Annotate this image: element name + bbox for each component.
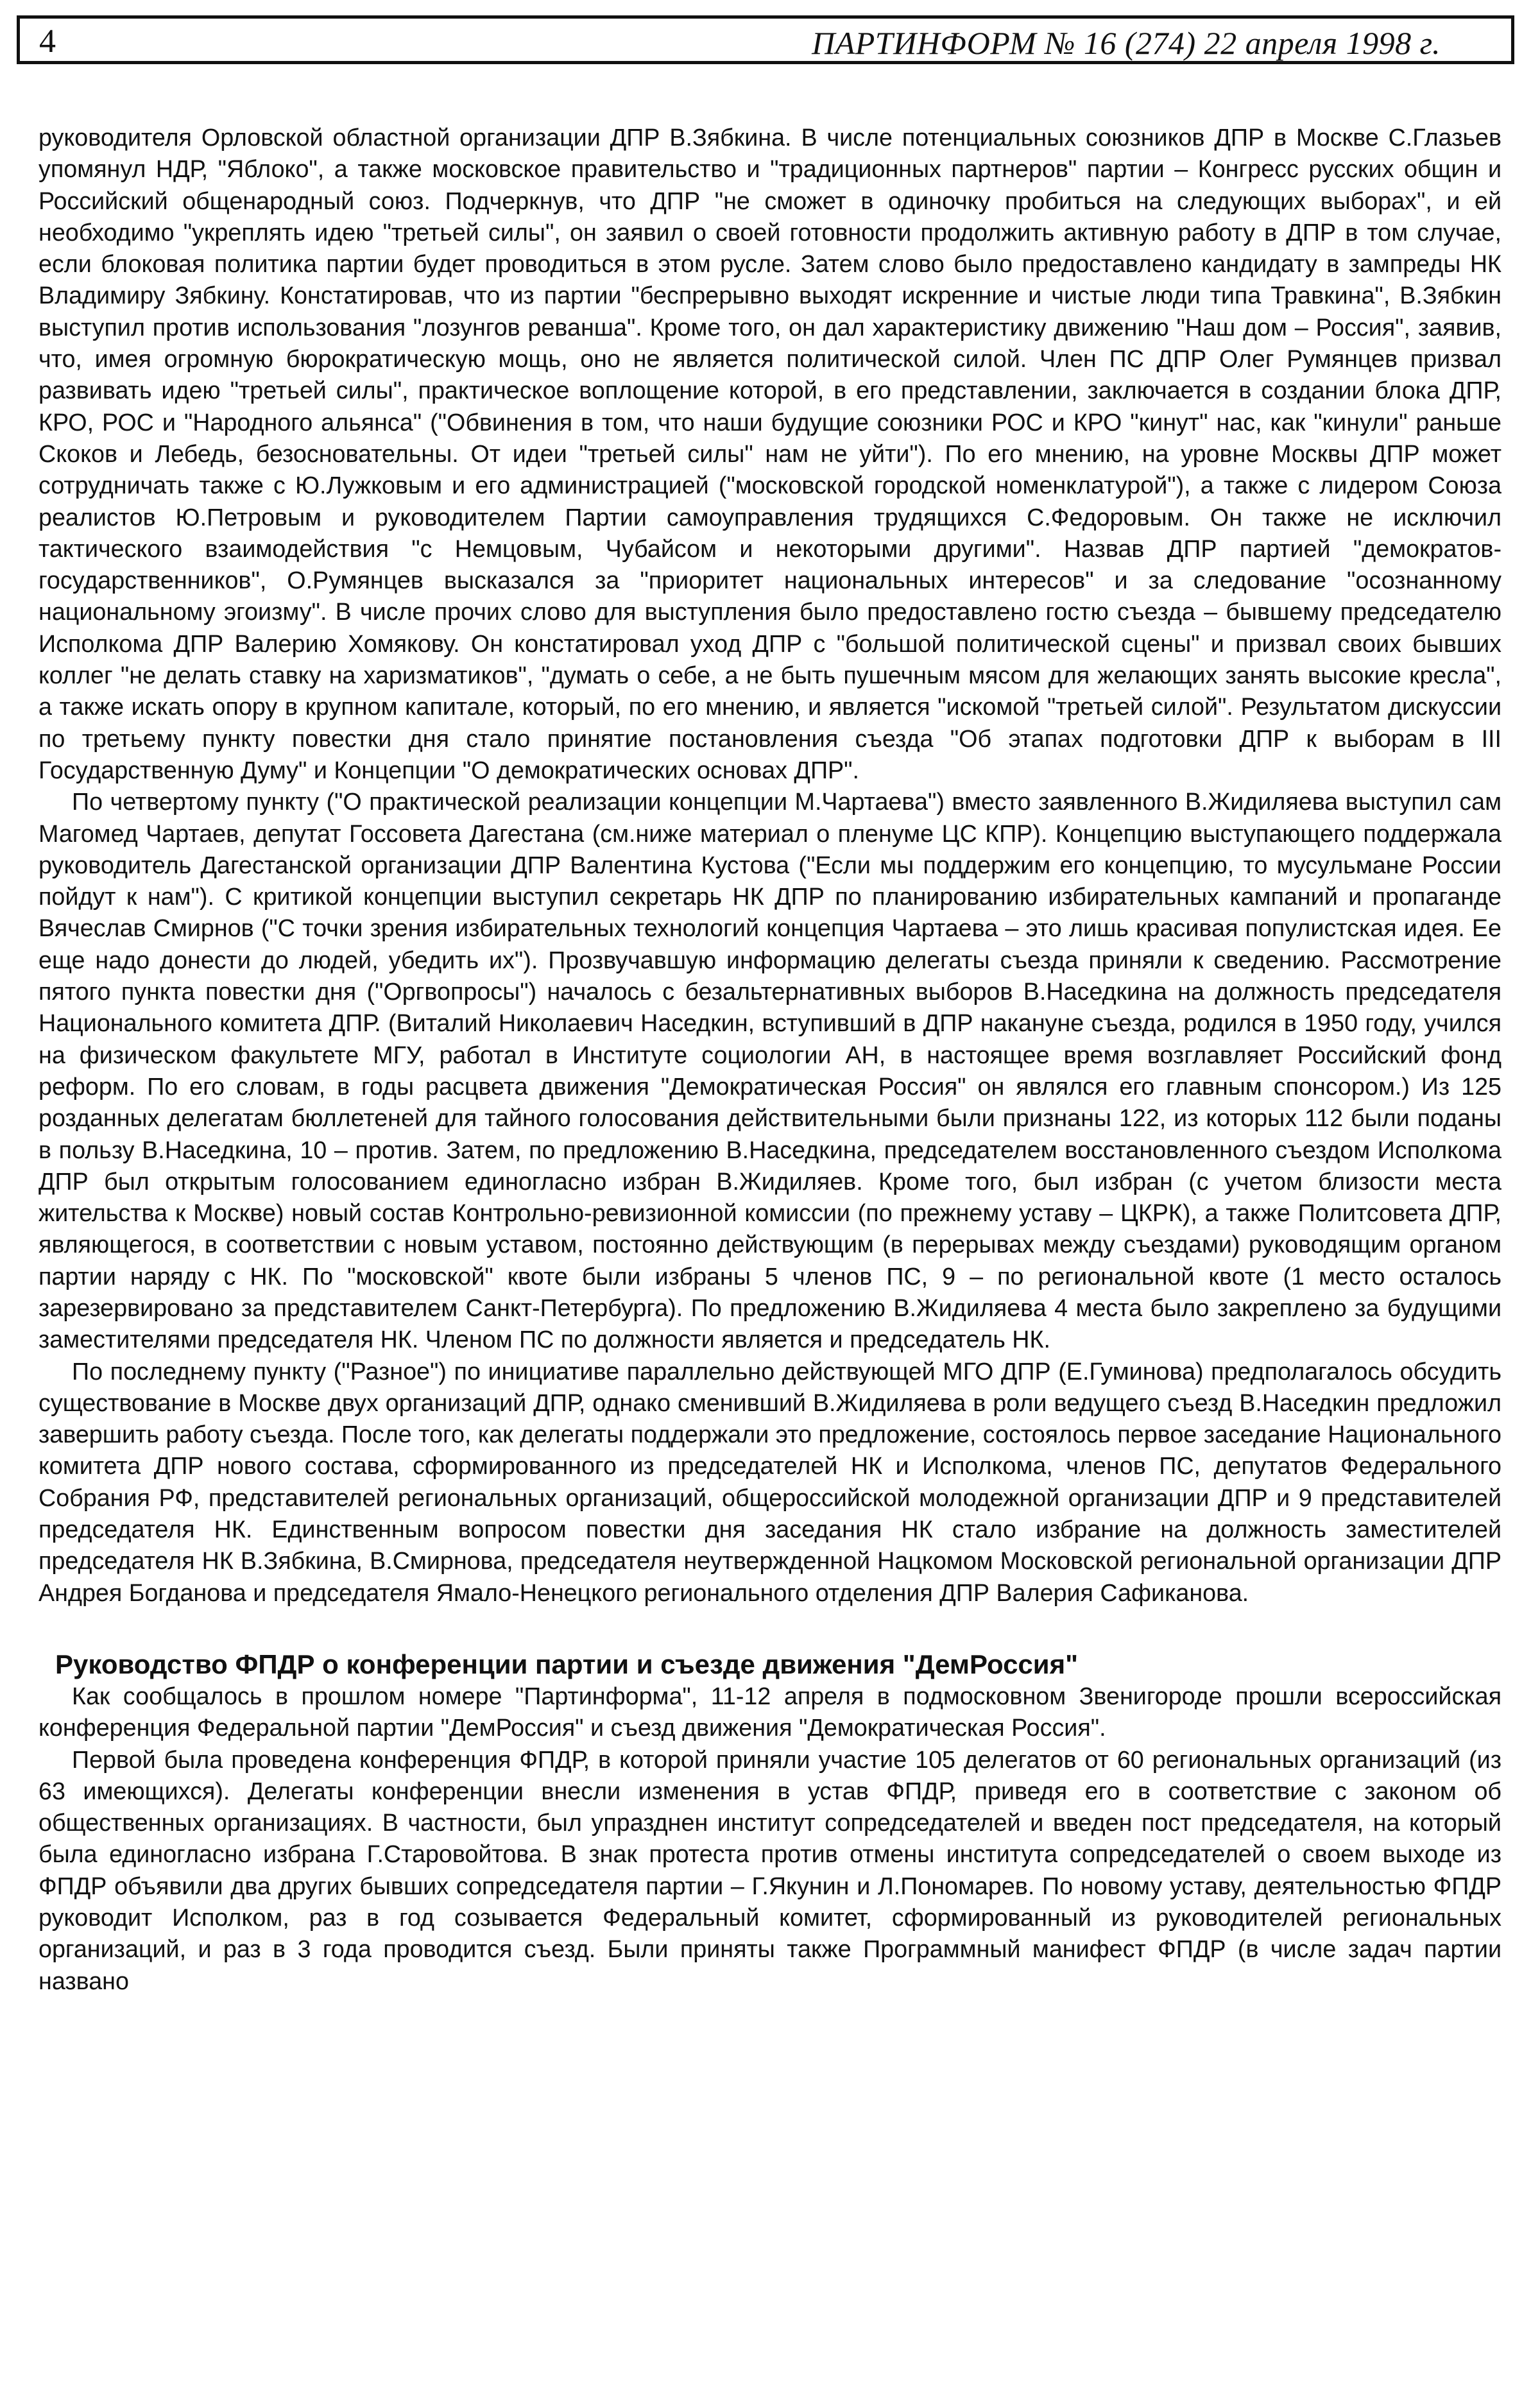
article-paragraph-2: По четвертому пункту ("О практической реализации концепции М.Чартаева") вместо заявленного В.Жидиляева выступил сам Магомед Чартаев, депутат Госсовета Дагестана (см.ниже материал о пленуме ЦС КПР). Концепцию выступающего поддержала руководитель Дагестанской организации ДПР Валентина Кустова ("Если мы поддержим его концепцию, то мусульмане России пойдут к нам"). С критикой концепции выступил секретарь НК ДПР по планированию избирательных кампаний и пропаганде Вячеслав Смирнов ("С точки зрения избирательных технологий концепция Чартаева – это лишь красивая популистская идея. Ее еще надо донести до людей, убедить их"). Прозвучавшую информацию делегаты съезда приняли к сведению. Рассмотрение пятого пункта повестки дня ("Оргвопросы") началось с безальтернативных выборов В.Наседкина на должность председателя Национального комитета ДПР. (Виталий Николаевич Наседкин, вступивший в ДПР накануне съезда, родился в 1950 году, учился на физическом факультете МГУ, работал в Институте социологии АН, в настоящее время возглавляет Российский фонд реформ. По его словам, в годы расцвета движения "Демократическая Россия" он являлся его главным спонсором.) Из 125 розданных делегатам бюллетеней для тайного голосования действительными были признаны 122, из которых 112 были поданы в пользу В.Наседкина, 10 – против. Затем, по предложению В.Наседкина, председателем восстановленного съездом Исполкома ДПР был открытым голосованием единогласно избран В.Жидиляев. Кроме того, был избран (с учетом близости места жительства к Москве) новый состав Контрольно-ревизионной комиссии (по прежнему уставу – ЦКРК), а также Политсовета ДПР, являющегося, в соответствии с новым уставом, постоянно действующим (в перерывах между съездами) руководящим органом партии наряду с НК. По "московской" квоте были избраны 5 членов ПС, 9 – по региональной квоте (1 место осталось зарезервировано за представителем Санкт-Петербурга). По предложению В.Жидиляева 4 места было закреплено за будущими заместителями председателя НК. Членом ПС по должности является и председатель НК.	[38, 788, 1502, 1353]
article-paragraph-1: руководителя Орловской областной организации ДПР В.Зябкина. В числе потенциальных союзников ДПР в Москве С.Глазьев упомянул НДР, "Яблоко", а также московское правительство и "традиционных партнеров" партии – Конгресс русских общин и Российский общенародный союз. Подчеркнув, что ДПР "не сможет в одиночку пробиться на следующих выборах", и ей необходимо "укреплять идею "третьей силы", он заявил о своей готовности продолжить активную работу в ДПР в том случае, если блоковая политика партии будет проводиться в этом русле. Затем слово было предоставлено кандидату в зампреды НК Владимиру Зябкину. Констатировав, что из партии "беспрерывно выходят искренние и чистые люди типа Травкина", В.Зябкин выступил против использования "лозунгов реванша". Кроме того, он дал характеристику движению "Наш дом – Россия", заявив, что, имея огромную бюрократическую мощь, оно не является политической силой. Член ПС ДПР Олег Румянцев призвал развивать идею "третьей силы", практическое воплощение которой, в его представлении, заключается в создании блока ДПР, КРО, РОС и "Народного альянса" ("Обвинения в том, что наши будущие союзники РОС и КРО "кинут" нас, как "кинули" раньше Скоков и Лебедь, безосновательны. От идеи "третьей силы" нам не уйти"). По его мнению, на уровне Москвы ДПР может сотрудничать также с Ю.Лужковым и его администрацией ("московской городской номенклатурой"), а также с лидером Союза реалистов Ю.Петровым и руководителем Партии самоуправления трудящихся С.Федоровым. Он также не исключил тактического взаимодействия "с Немцовым, Чубайсом и некоторыми другими". Назвав ДПР партией "демократов-государственников", О.Румянцев высказался за "приоритет национальных интересов" и за следование "осознанному национальному эгоизму". В числе прочих слово для выступления было предоставлено гостю съезда – бывшему председателю Исполкома ДПР Валерию Хомякову. Он констатировал уход ДПР с "большой политической сцены" и призвал своих бывших коллег "не делать ставку на харизматиков", "думать о себе, а не быть пушечным мясом для желающих занять высокие кресла", а также искать опору в крупном капитале, который, по его мнению, и является "искомой "третьей силой". Результатом дискуссии по третьему пункту повестки дня стало принятие постановления съезда "Об этапах подготовки ДПР к выборам в III Государственную Думу" и Концепции "О демократических основах ДПР".	[38, 124, 1502, 784]
article-body	[38, 122, 1502, 1997]
section-paragraph-2: Первой была проведена конференция ФПДР, в которой приняли участие 105 делегатов от 60 региональных организаций (из 63 имеющихся). Делегаты конференции внесли изменения в устав ФПДР, приведя его в соответствие с законом об общественных организациях. В частности, был упразднен институт сопредседателей и введен пост председателя, на который была единогласно избрана Г.Старовойтова. В знак протеста против отмены института сопредседателей о своем выходе из ФПДР объявили два других бывших сопредседателя партии – Г.Якунин и Л.Пономарев. По новому уставу, деятельностью ФПДР руководит Исполком, раз в год созывается Федеральный комитет, сформированный из руководителей региональных организаций, и раз в 3 года проводится съезд. Были приняты также Программный манифест ФПДР (в числе задач партии названо	[38, 1745, 1502, 1994]
page-number: 4	[39, 23, 56, 60]
section-heading: Руководство ФПДР о конференции партии и съезде движения "ДемРоссия"	[55, 1649, 1079, 1679]
page-header	[17, 15, 1514, 64]
publication-masthead: ПАРТИНФОРМ № 16 (274) 22 апреля 1998 г.	[812, 25, 1441, 61]
section-paragraph-1: Как сообщалось в прошлом номере "Партинформа", 11-12 апреля в подмосковном Звенигороде прошли всероссийская конференция Федеральной партии "ДемРоссия" и съезд движения "Демократическая Россия".	[38, 1682, 1502, 1742]
article-paragraph-3: По последнему пункту ("Разное") по инициативе параллельно действующей МГО ДПР (Е.Гуминова) предполагалось обсудить существование в Москве двух организаций ДПР, однако сменивший В.Жидиляева в роли ведущего съезд В.Наседкин предложил завершить работу съезда. После того, как делегаты поддержали это предложение, состоялось первое заседание Национального комитета ДПР нового состава, сформированного из председателей НК и Исполкома, членов ПС, депутатов Федерального Собрания РФ, представителей региональных организаций, общероссийской молодежной организации ДПР и 9 представителей председателя НК. Единственным вопросом повестки дня заседания НК стало избрание на должность заместителей председателя НК В.Зябкина, В.Смирнова, председателя неутвержденной Нацкомом Московской региональной организации ДПР Андрея Богданова и председателя Ямало-Ненецкого регионального отделения ДПР Валерия Сафиканова.	[38, 1357, 1502, 1606]
